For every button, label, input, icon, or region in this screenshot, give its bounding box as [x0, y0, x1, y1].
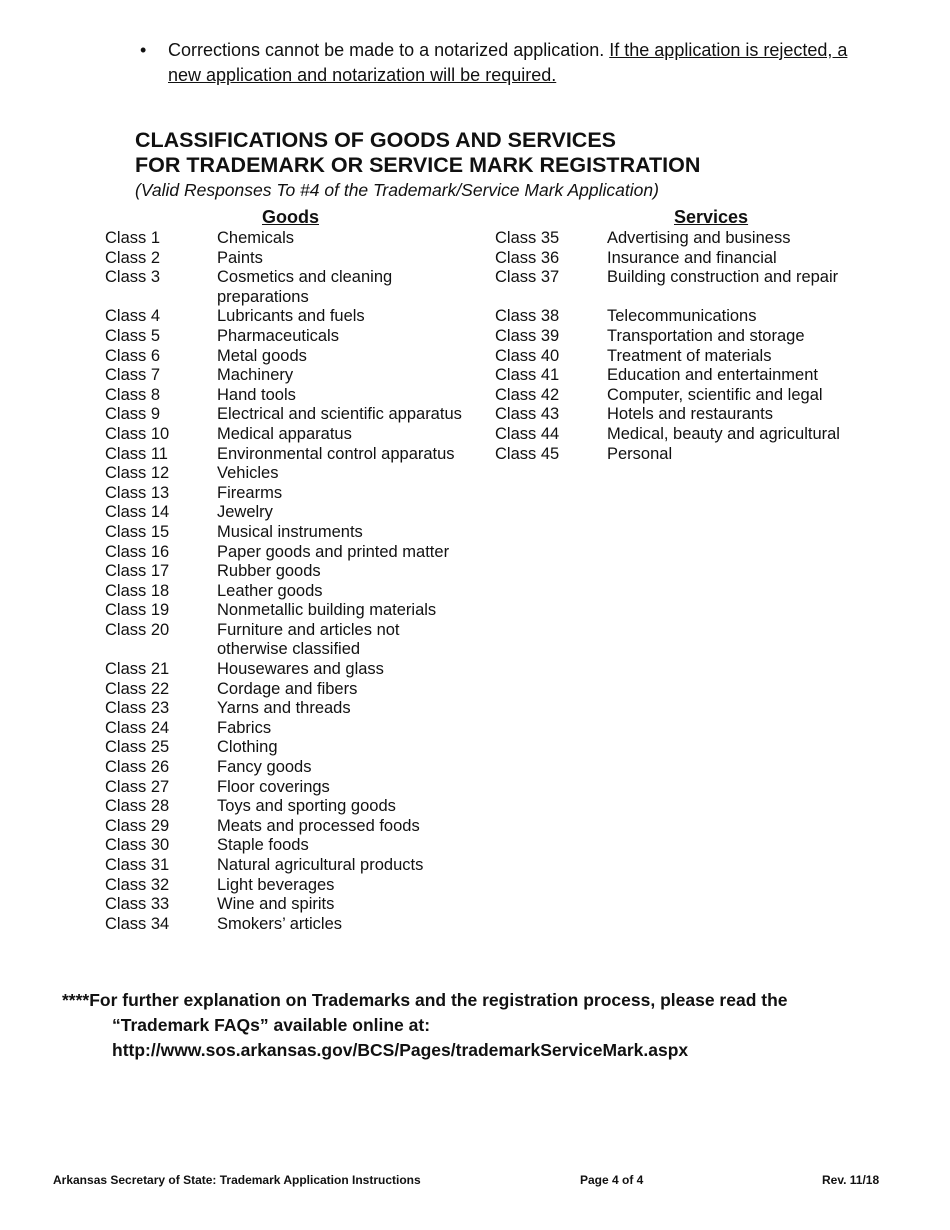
class-number: Class 41: [495, 366, 560, 385]
class-number: Class 15: [105, 522, 170, 541]
class-number: Class 20: [105, 620, 170, 639]
class-row: [105, 229, 485, 249]
class-row: [105, 876, 485, 896]
class-description: [217, 543, 485, 563]
class-row: [105, 895, 485, 915]
class-description-line: Chemicals: [217, 229, 295, 247]
class-number: Class 8: [105, 385, 161, 404]
class-description: [217, 445, 485, 465]
class-description: [217, 876, 485, 896]
class-row: [105, 503, 485, 523]
class-description: [217, 895, 485, 915]
class-description-line: Firearms: [217, 483, 283, 502]
title-block: [135, 128, 895, 202]
class-description: [217, 405, 485, 425]
class-number: Class 37: [495, 268, 560, 287]
class-row: [105, 778, 485, 798]
class-row: [105, 915, 485, 935]
further-info-url: http://www.sos.arkansas.gov/BCS/Pages/trademarkServiceMark.aspx: [112, 1040, 689, 1060]
class-number: Class 44: [495, 424, 560, 443]
class-row: [105, 543, 485, 563]
services-list: [495, 229, 855, 464]
class-row: [495, 386, 855, 406]
class-row: [495, 268, 855, 307]
class-description: [217, 778, 485, 798]
class-description-line: Vehicles: [217, 464, 279, 483]
class-description-line: Computer, scientific and legal: [607, 385, 823, 404]
class-description: [217, 621, 485, 660]
class-row: [495, 229, 855, 249]
class-number: Class 35: [495, 229, 560, 247]
class-number: Class 45: [495, 444, 560, 463]
class-row: [495, 425, 855, 445]
class-description: [217, 366, 485, 386]
class-description: [217, 464, 485, 484]
class-number: Class 24: [105, 718, 170, 737]
class-row: [105, 405, 485, 425]
further-info-line2: “Trademark FAQs” available online at:: [112, 1015, 431, 1035]
class-number: Class 38: [495, 307, 560, 326]
class-row: [105, 680, 485, 700]
class-number: Class 25: [105, 738, 170, 757]
class-description-line: Paper goods and printed matter: [217, 542, 450, 561]
class-description-line: Cordage and fibers: [217, 679, 358, 698]
class-number: Class 11: [105, 444, 168, 463]
class-number: Class 4: [105, 307, 161, 326]
services-heading: Services: [674, 207, 749, 227]
class-number: Class 36: [495, 248, 560, 267]
class-description-line: Metal goods: [217, 346, 307, 365]
class-number: Class 27: [105, 777, 170, 796]
class-number: Class 5: [105, 326, 161, 345]
class-description-line: Meats and processed foods: [217, 816, 420, 835]
class-description: [607, 366, 855, 386]
class-description-line: Fabrics: [217, 718, 272, 737]
class-row: [105, 268, 485, 307]
further-info-line1: ****For further explanation on Trademarks and the registration process, please read the: [62, 990, 788, 1010]
class-description-line: Medical, beauty and agricultural: [607, 424, 840, 443]
class-row: [105, 425, 485, 445]
class-number: Class 40: [495, 346, 560, 365]
footer-page-number: Page 4 of 4: [580, 1173, 644, 1187]
class-row: [105, 327, 485, 347]
class-description: [217, 484, 485, 504]
class-number: Class 43: [495, 405, 560, 424]
class-number: Class 14: [105, 503, 170, 522]
class-row: [105, 699, 485, 719]
class-description-line: Jewelry: [217, 503, 273, 522]
class-number: Class 22: [105, 679, 170, 698]
class-description-line: Housewares and glass: [217, 660, 384, 679]
class-number: Class 32: [105, 875, 170, 894]
class-description: [607, 229, 855, 249]
class-row: [495, 327, 855, 347]
class-description-line: Electrical and scientific apparatus: [217, 405, 462, 424]
class-description: [217, 582, 485, 602]
class-description: [217, 836, 485, 856]
page-title-line2: FOR TRADEMARK OR SERVICE MARK REGISTRATION: [135, 153, 701, 177]
class-number: Class 21: [105, 660, 170, 679]
class-row: [105, 797, 485, 817]
class-description-line: Light beverages: [217, 875, 335, 894]
class-description: [607, 249, 855, 269]
class-description: [217, 856, 485, 876]
class-number: Class 39: [495, 326, 560, 345]
notice-bullet: [140, 38, 885, 88]
class-number: Class 30: [105, 836, 170, 855]
class-number: Class 16: [105, 542, 170, 561]
footer-revision: Rev. 11/18: [822, 1173, 880, 1187]
class-description-line: Wine and spirits: [217, 895, 335, 914]
class-description: [217, 249, 485, 269]
goods-list: [105, 229, 485, 934]
class-description-line: Fancy goods: [217, 758, 312, 777]
class-number: Class 42: [495, 385, 560, 404]
class-description: [217, 915, 485, 935]
class-description: [607, 445, 855, 465]
class-description-line: Environmental control apparatus: [217, 444, 455, 463]
class-number: Class 17: [105, 562, 170, 581]
class-row: [105, 366, 485, 386]
class-description-line2: [607, 288, 855, 308]
class-description-line: Staple foods: [217, 836, 309, 855]
class-row: [495, 347, 855, 367]
class-description-line: Building construction and repair: [607, 268, 839, 287]
class-description: [217, 347, 485, 367]
class-row: [105, 738, 485, 758]
class-row: [495, 405, 855, 425]
class-row: [105, 249, 485, 269]
class-description-line: Insurance and financial: [607, 248, 777, 267]
class-description: [607, 268, 855, 307]
class-description: [217, 738, 485, 758]
class-number: Class 1: [105, 229, 161, 247]
class-row: [105, 817, 485, 837]
class-number: Class 2: [105, 248, 161, 267]
footer-left: Arkansas Secretary of State: Trademark Application Instructions: [53, 1173, 421, 1187]
class-row: [495, 249, 855, 269]
class-description: [217, 562, 485, 582]
class-description-line: Natural agricultural products: [217, 856, 424, 874]
class-description-line: Machinery: [217, 366, 294, 385]
class-description: [607, 425, 855, 445]
class-number: Class 3: [105, 268, 161, 287]
class-row: [105, 601, 485, 621]
class-number: Class 33: [105, 895, 170, 914]
bullet-icon: •: [140, 40, 147, 60]
class-description-line: Pharmaceuticals: [217, 326, 339, 345]
class-row: [495, 445, 855, 465]
class-description-line: Leather goods: [217, 581, 323, 600]
class-description-line: Yarns and threads: [217, 699, 351, 718]
class-row: [105, 562, 485, 582]
class-number: Class 19: [105, 601, 170, 620]
class-number: Class 6: [105, 346, 161, 365]
class-number: Class 29: [105, 816, 170, 835]
class-row: [105, 386, 485, 406]
class-description: [217, 719, 485, 739]
notice-text: [168, 38, 885, 88]
class-description: [607, 307, 855, 327]
class-description-line: Transportation and storage: [607, 326, 805, 345]
class-row: [105, 307, 485, 327]
class-description-line: Personal: [607, 444, 673, 463]
class-description-line: Floor coverings: [217, 777, 330, 796]
class-description-line: Nonmetallic building materials: [217, 601, 437, 620]
class-description: [217, 425, 485, 445]
class-row: [105, 445, 485, 465]
class-row: [105, 836, 485, 856]
class-description: [217, 229, 485, 249]
class-row: [105, 484, 485, 504]
class-row: [495, 307, 855, 327]
class-description-line: Hand tools: [217, 385, 296, 404]
class-description: [217, 797, 485, 817]
class-row: [105, 464, 485, 484]
class-description: [217, 307, 485, 327]
class-number: Class 7: [105, 366, 161, 385]
class-description: [217, 660, 485, 680]
class-description: [607, 386, 855, 406]
class-description: [217, 758, 485, 778]
class-description-line: Medical apparatus: [217, 424, 352, 443]
class-number: Class 9: [105, 405, 161, 424]
class-row: [105, 582, 485, 602]
class-description-line: Furniture and articles not: [217, 620, 400, 639]
class-number: Class 23: [105, 699, 170, 718]
class-description: [607, 405, 855, 425]
class-row: [495, 366, 855, 386]
class-description: [607, 327, 855, 347]
class-description-line: Telecommunications: [607, 307, 757, 326]
class-number: Class 31: [105, 856, 170, 874]
class-description-line2: otherwise classified: [217, 640, 361, 659]
class-description: [217, 503, 485, 523]
class-description-line: Smokers’ articles: [217, 914, 342, 933]
class-row: [105, 660, 485, 680]
class-number: Class 13: [105, 483, 170, 502]
class-number: Class 28: [105, 797, 170, 816]
class-number: Class 26: [105, 758, 170, 777]
class-description-line: Advertising and business: [607, 229, 791, 247]
class-row: [105, 347, 485, 367]
class-number: Class 34: [105, 914, 170, 933]
further-info: [62, 988, 892, 1063]
class-description-line: Paints: [217, 248, 263, 267]
goods-heading: Goods: [262, 207, 319, 227]
class-description: [217, 680, 485, 700]
class-description-line: Treatment of materials: [607, 346, 772, 365]
class-description-line: Rubber goods: [217, 562, 321, 581]
class-description: [217, 523, 485, 543]
class-description-line: Lubricants and fuels: [217, 307, 365, 326]
class-number: Class 12: [105, 464, 170, 483]
class-description-line: Musical instruments: [217, 522, 363, 541]
class-description-line: Cosmetics and cleaning: [217, 268, 393, 287]
class-description: [217, 268, 485, 307]
notice-plain: Corrections cannot be made to a notarized application.: [168, 40, 610, 60]
class-row: [105, 758, 485, 778]
class-description: [217, 327, 485, 347]
class-row: [105, 719, 485, 739]
class-description: [217, 699, 485, 719]
notice-underlined: If the application is rejected, a new application and notarization will be required.: [168, 40, 848, 85]
class-description: [217, 817, 485, 837]
page-subtitle: (Valid Responses To #4 of the Trademark/Service Mark Application): [135, 180, 659, 200]
class-row: [105, 523, 485, 543]
class-description-line2: preparations: [217, 287, 309, 306]
class-description: [217, 386, 485, 406]
class-description: [607, 347, 855, 367]
class-number: Class 18: [105, 581, 170, 600]
class-description-line: Hotels and restaurants: [607, 405, 774, 424]
class-row: [105, 621, 485, 660]
class-description: [217, 601, 485, 621]
class-description-line: Education and entertainment: [607, 366, 818, 385]
class-description-line: Toys and sporting goods: [217, 797, 396, 816]
class-row: [105, 856, 485, 876]
class-number: Class 10: [105, 424, 170, 443]
class-description-line: Clothing: [217, 738, 278, 757]
page-title-line1: CLASSIFICATIONS OF GOODS AND SERVICES: [135, 128, 617, 152]
